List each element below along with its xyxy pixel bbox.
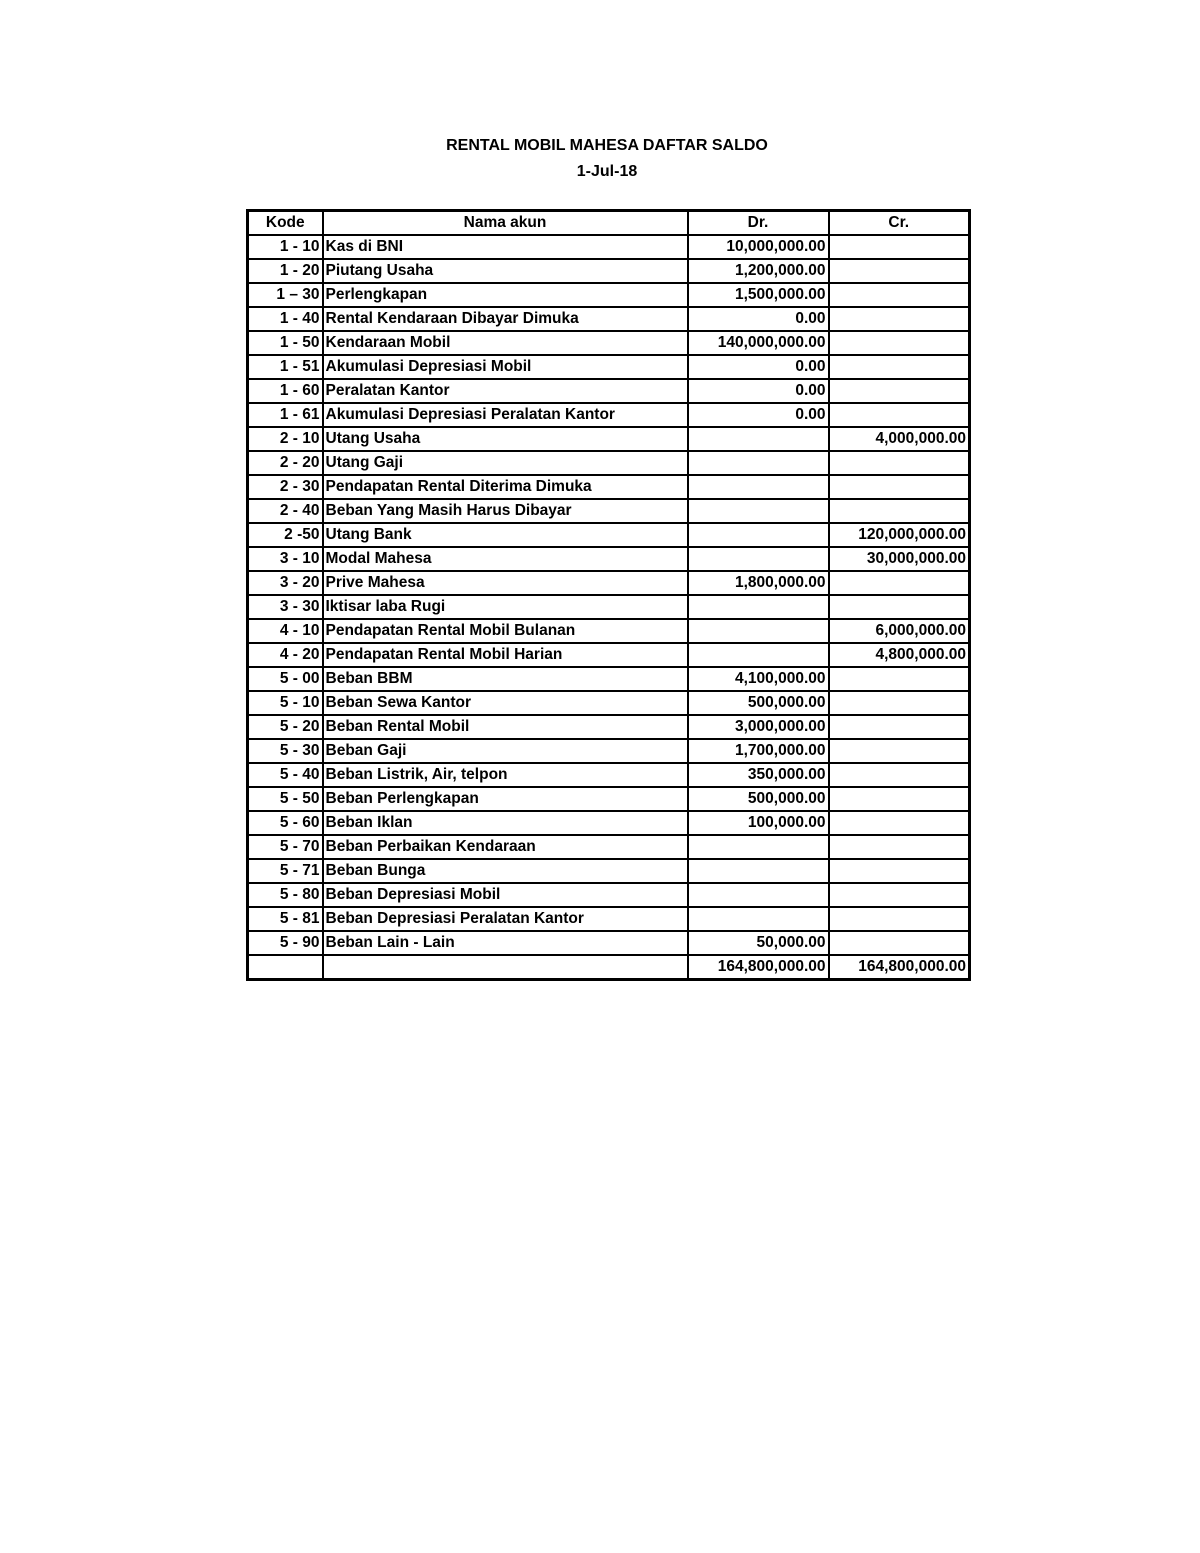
debit-amount: 1,500,000.00 — [688, 283, 829, 307]
account-name: Beban Depresiasi Peralatan Kantor — [323, 907, 688, 931]
header-credit: Cr. — [829, 211, 970, 236]
credit-amount: 30,000,000.00 — [829, 547, 970, 571]
debit-amount — [688, 643, 829, 667]
credit-amount — [829, 235, 970, 259]
account-name: Akumulasi Depresiasi Mobil — [323, 355, 688, 379]
credit-amount — [829, 451, 970, 475]
table-row — [248, 739, 970, 763]
credit-amount — [829, 475, 970, 499]
debit-amount: 500,000.00 — [688, 787, 829, 811]
credit-amount: 4,000,000.00 — [829, 427, 970, 451]
account-code: 5 - 50 — [248, 787, 323, 811]
debit-amount — [688, 907, 829, 931]
table-row — [248, 619, 970, 643]
account-name: Pendapatan Rental Mobil Bulanan — [323, 619, 688, 643]
account-code: 3 - 10 — [248, 547, 323, 571]
account-name: Kendaraan Mobil — [323, 331, 688, 355]
debit-amount — [688, 619, 829, 643]
account-name: Prive Mahesa — [323, 571, 688, 595]
account-name: Beban Perlengkapan — [323, 787, 688, 811]
debit-amount: 0.00 — [688, 355, 829, 379]
account-name: Beban Lain - Lain — [323, 931, 688, 955]
total-debit: 164,800,000.00 — [688, 955, 829, 980]
table-row — [248, 715, 970, 739]
debit-amount: 1,200,000.00 — [688, 259, 829, 283]
debit-amount: 50,000.00 — [688, 931, 829, 955]
debit-amount: 350,000.00 — [688, 763, 829, 787]
credit-amount — [829, 331, 970, 355]
table-row — [248, 811, 970, 835]
account-code: 5 - 60 — [248, 811, 323, 835]
debit-amount — [688, 883, 829, 907]
account-code: 5 - 81 — [248, 907, 323, 931]
credit-amount: 4,800,000.00 — [829, 643, 970, 667]
account-code: 3 - 20 — [248, 571, 323, 595]
credit-amount — [829, 787, 970, 811]
table-row — [248, 499, 970, 523]
account-name: Kas di BNI — [323, 235, 688, 259]
account-code: 5 - 80 — [248, 883, 323, 907]
account-name: Beban Bunga — [323, 859, 688, 883]
account-name: Beban Gaji — [323, 739, 688, 763]
account-name: Beban Rental Mobil — [323, 715, 688, 739]
debit-amount — [688, 451, 829, 475]
account-code: 1 - 61 — [248, 403, 323, 427]
debit-amount: 0.00 — [688, 307, 829, 331]
total-row — [248, 955, 970, 980]
debit-amount: 10,000,000.00 — [688, 235, 829, 259]
account-name: Piutang Usaha — [323, 259, 688, 283]
credit-amount — [829, 571, 970, 595]
account-name: Peralatan Kantor — [323, 379, 688, 403]
table-row — [248, 595, 970, 619]
credit-amount — [829, 379, 970, 403]
account-name: Akumulasi Depresiasi Peralatan Kantor — [323, 403, 688, 427]
credit-amount — [829, 763, 970, 787]
credit-amount — [829, 595, 970, 619]
debit-amount — [688, 547, 829, 571]
account-code: 1 - 50 — [248, 331, 323, 355]
account-code: 5 - 70 — [248, 835, 323, 859]
table-row — [248, 835, 970, 859]
account-code: 5 - 90 — [248, 931, 323, 955]
account-name: Pendapatan Rental Mobil Harian — [323, 643, 688, 667]
account-name: Perlengkapan — [323, 283, 688, 307]
account-code: 5 - 20 — [248, 715, 323, 739]
credit-amount — [829, 259, 970, 283]
debit-amount: 1,800,000.00 — [688, 571, 829, 595]
table-row — [248, 667, 970, 691]
debit-amount: 4,100,000.00 — [688, 667, 829, 691]
debit-amount — [688, 499, 829, 523]
credit-amount — [829, 859, 970, 883]
account-name: Utang Usaha — [323, 427, 688, 451]
table-row — [248, 283, 970, 307]
account-code: 5 - 10 — [248, 691, 323, 715]
credit-amount — [829, 355, 970, 379]
debit-amount: 3,000,000.00 — [688, 715, 829, 739]
table-row — [248, 691, 970, 715]
credit-amount — [829, 931, 970, 955]
account-name: Beban BBM — [323, 667, 688, 691]
table-row — [248, 931, 970, 955]
table-row — [248, 547, 970, 571]
debit-amount — [688, 475, 829, 499]
account-name: Utang Bank — [323, 523, 688, 547]
credit-amount — [829, 691, 970, 715]
table-row — [248, 259, 970, 283]
table-row — [248, 451, 970, 475]
debit-amount: 100,000.00 — [688, 811, 829, 835]
credit-amount — [829, 883, 970, 907]
account-code: 1 - 51 — [248, 355, 323, 379]
debit-amount: 0.00 — [688, 379, 829, 403]
account-code: 1 - 40 — [248, 307, 323, 331]
debit-amount — [688, 427, 829, 451]
account-code: 4 - 20 — [248, 643, 323, 667]
account-code: 1 - 60 — [248, 379, 323, 403]
table-row — [248, 859, 970, 883]
account-name: Rental Kendaraan Dibayar Dimuka — [323, 307, 688, 331]
debit-amount — [688, 523, 829, 547]
table-header-row — [248, 211, 970, 236]
debit-amount: 140,000,000.00 — [688, 331, 829, 355]
account-code: 5 - 30 — [248, 739, 323, 763]
credit-amount — [829, 403, 970, 427]
header-account-name: Nama akun — [323, 211, 688, 236]
account-name: Beban Yang Masih Harus Dibayar — [323, 499, 688, 523]
total-credit: 164,800,000.00 — [829, 955, 970, 980]
table-row — [248, 883, 970, 907]
header-debit: Dr. — [688, 211, 829, 236]
table-row — [248, 403, 970, 427]
debit-amount: 0.00 — [688, 403, 829, 427]
table-row — [248, 427, 970, 451]
account-code: 3 - 30 — [248, 595, 323, 619]
credit-amount — [829, 307, 970, 331]
account-name: Pendapatan Rental Diterima Dimuka — [323, 475, 688, 499]
credit-amount — [829, 715, 970, 739]
table-row — [248, 307, 970, 331]
account-code: 1 – 30 — [248, 283, 323, 307]
account-name: Beban Depresiasi Mobil — [323, 883, 688, 907]
total-label — [323, 955, 688, 980]
trial-balance-table — [246, 209, 971, 981]
credit-amount — [829, 835, 970, 859]
account-name: Iktisar laba Rugi — [323, 595, 688, 619]
table-row — [248, 523, 970, 547]
credit-amount — [829, 811, 970, 835]
credit-amount — [829, 499, 970, 523]
table-row — [248, 379, 970, 403]
account-name: Modal Mahesa — [323, 547, 688, 571]
table-row — [248, 331, 970, 355]
account-name: Beban Listrik, Air, telpon — [323, 763, 688, 787]
account-code: 2 - 40 — [248, 499, 323, 523]
debit-amount: 1,700,000.00 — [688, 739, 829, 763]
credit-amount — [829, 907, 970, 931]
table-row — [248, 355, 970, 379]
account-code: 1 - 10 — [248, 235, 323, 259]
debit-amount: 500,000.00 — [688, 691, 829, 715]
table-row — [248, 643, 970, 667]
account-name: Utang Gaji — [323, 451, 688, 475]
credit-amount: 120,000,000.00 — [829, 523, 970, 547]
debit-amount — [688, 595, 829, 619]
account-code: 2 -50 — [248, 523, 323, 547]
credit-amount — [829, 667, 970, 691]
document-date: 1-Jul-18 — [576, 163, 638, 180]
account-code: 5 - 71 — [248, 859, 323, 883]
account-code: 4 - 10 — [248, 619, 323, 643]
table-row — [248, 475, 970, 499]
table-row — [248, 763, 970, 787]
credit-amount — [829, 283, 970, 307]
document-title: RENTAL MOBIL MAHESA DAFTAR SALDO — [446, 137, 768, 154]
header-code: Kode — [248, 211, 323, 236]
table-row — [248, 571, 970, 595]
account-code: 1 - 20 — [248, 259, 323, 283]
table-body — [248, 235, 970, 980]
credit-amount: 6,000,000.00 — [829, 619, 970, 643]
account-code: 2 - 30 — [248, 475, 323, 499]
account-code: 5 - 40 — [248, 763, 323, 787]
debit-amount — [688, 835, 829, 859]
credit-amount — [829, 739, 970, 763]
account-code: 2 - 20 — [248, 451, 323, 475]
account-name: Beban Perbaikan Kendaraan — [323, 835, 688, 859]
total-code — [248, 955, 323, 980]
table-row — [248, 907, 970, 931]
account-name: Beban Iklan — [323, 811, 688, 835]
account-code: 2 - 10 — [248, 427, 323, 451]
account-code: 5 - 00 — [248, 667, 323, 691]
account-name: Beban Sewa Kantor — [323, 691, 688, 715]
table-row — [248, 787, 970, 811]
table-row — [248, 235, 970, 259]
debit-amount — [688, 859, 829, 883]
